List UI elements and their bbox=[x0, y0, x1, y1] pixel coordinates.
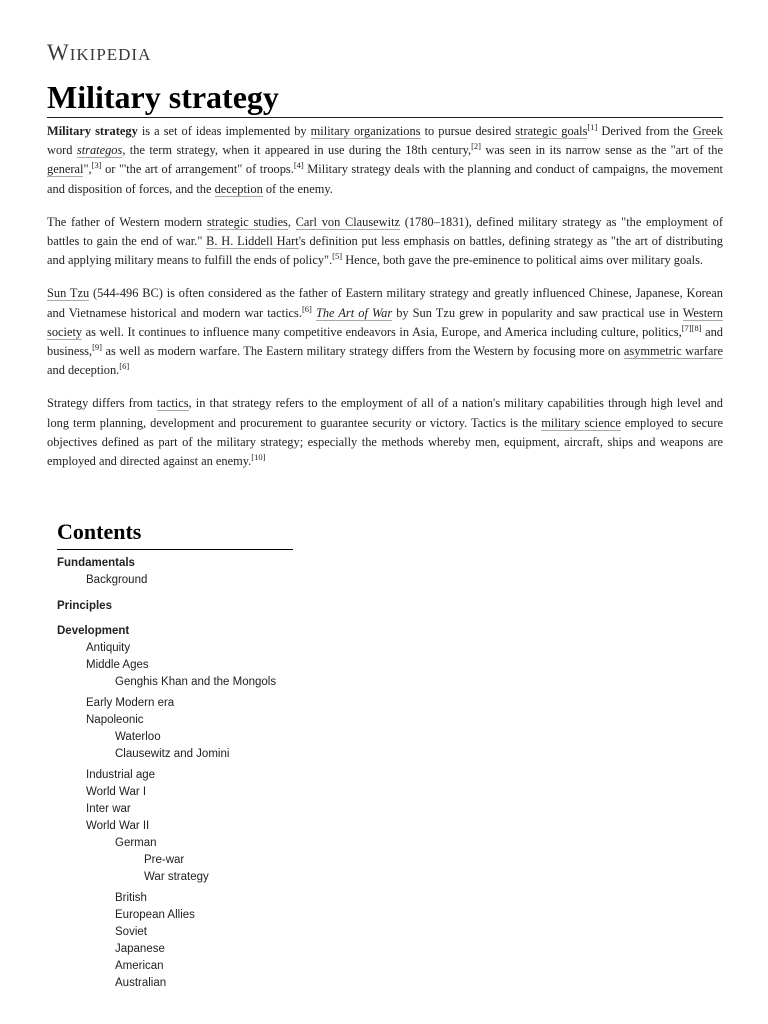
link-general[interactable]: general bbox=[47, 162, 84, 177]
text: (1780–1831), defined military strategy as "the employment of battles to gain the end of war." bbox=[47, 214, 723, 249]
text: Military strategy deals with the planning and conduct of campaigns, the movement and disposition of forces, and the bbox=[47, 162, 723, 196]
link-strategic-goals[interactable]: strategic goals bbox=[515, 124, 588, 138]
link-western-society[interactable]: Western society bbox=[47, 305, 723, 339]
text: was seen in its narrow sense as the "art of the bbox=[481, 143, 723, 158]
toc-link[interactable]: Japanese bbox=[115, 943, 165, 955]
citation-8[interactable]: [8] bbox=[691, 322, 702, 333]
toc-item-industrial-age bbox=[57, 767, 293, 784]
link-clausewitz[interactable]: Carl von Clausewitz bbox=[295, 214, 401, 229]
text: or "'the art of arrangement" of troops. bbox=[101, 162, 294, 177]
toc-link[interactable]: American bbox=[115, 960, 164, 972]
text: Hence, both gave the pre-eminence to political aims over military goals. bbox=[342, 253, 704, 268]
toc-link[interactable]: War strategy bbox=[144, 871, 209, 883]
toc-link[interactable]: Clausewitz and Jomini bbox=[115, 748, 230, 760]
toc-link[interactable]: Early Modern era bbox=[86, 697, 175, 709]
citation-3[interactable]: [3] bbox=[91, 160, 102, 171]
toc-item-background bbox=[57, 572, 293, 589]
text: , bbox=[287, 214, 296, 229]
link-strategos[interactable]: strategos bbox=[76, 143, 123, 158]
citation-5[interactable]: [5] bbox=[332, 251, 343, 262]
link-military-organizations[interactable]: military organizations bbox=[310, 124, 421, 138]
toc-item-inter-war bbox=[57, 801, 293, 818]
toc-item-early-modern bbox=[57, 695, 293, 712]
text: as well. It continues to influence many competitive endeavors in Asia, Europe, and America including culture, politics, bbox=[82, 324, 682, 339]
toc-link[interactable]: Soviet bbox=[115, 926, 147, 938]
paragraph-eastern bbox=[47, 284, 723, 380]
toc-link[interactable]: Pre-war bbox=[144, 854, 185, 866]
toc-item-war-strategy bbox=[115, 869, 293, 886]
text: , in that strategy refers to the employment of all of a nation's military capabilities through high level and long term planning, development and procurement to guarantee security or victory. Tactics is the bbox=[47, 396, 723, 430]
toc-link[interactable]: World War II bbox=[86, 820, 150, 832]
link-asymmetric-warfare[interactable]: asymmetric warfare bbox=[623, 344, 723, 359]
logo-rest: IKIPEDIA bbox=[69, 45, 152, 64]
toc-item-antiquity bbox=[57, 640, 293, 657]
citation-7[interactable]: [7] bbox=[681, 322, 692, 333]
citation-2[interactable]: [2] bbox=[471, 141, 482, 152]
toc-item-development bbox=[57, 623, 293, 992]
toc-link[interactable]: Development bbox=[57, 625, 130, 637]
text: as well as modern warfare. The Eastern military strategy differs from the Western by focusing more on bbox=[102, 344, 624, 359]
toc-item-pre-war bbox=[115, 852, 293, 869]
text: The father of Western modern bbox=[47, 214, 207, 229]
link-tactics[interactable]: tactics bbox=[156, 396, 189, 411]
link-art-of-war[interactable]: The Art of War bbox=[315, 305, 393, 320]
toc-link[interactable]: Antiquity bbox=[86, 642, 131, 654]
toc-link[interactable]: German bbox=[115, 837, 157, 849]
title-divider bbox=[47, 117, 723, 118]
toc-item-clausewitz-jomini bbox=[86, 746, 293, 763]
text: and business, bbox=[47, 324, 723, 359]
link-strategic-studies[interactable]: strategic studies bbox=[206, 214, 288, 229]
toc-item-genghis-khan bbox=[86, 674, 293, 691]
text: word bbox=[47, 143, 77, 158]
toc-item-british bbox=[86, 890, 293, 907]
toc-title: Contents bbox=[57, 518, 293, 550]
toc-link[interactable]: Waterloo bbox=[115, 731, 161, 743]
paragraph-western bbox=[47, 213, 723, 271]
toc-list bbox=[57, 555, 293, 992]
toc-link[interactable]: Inter war bbox=[86, 803, 131, 815]
citation-9[interactable]: [9] bbox=[92, 341, 103, 352]
text: , the term strategy, when it appeared in use during the 18th century, bbox=[122, 143, 472, 158]
text: to pursue desired bbox=[420, 124, 516, 138]
link-deception[interactable]: deception bbox=[214, 181, 263, 196]
toc-item-european-allies bbox=[86, 907, 293, 924]
toc-link[interactable]: European Allies bbox=[115, 909, 195, 921]
paragraph-tactics bbox=[47, 394, 723, 471]
citation-6[interactable]: [6] bbox=[301, 303, 312, 314]
text: by Sun Tzu grew in popularity and saw practical use in bbox=[392, 305, 683, 320]
toc-link[interactable]: Background bbox=[86, 574, 148, 586]
citation-6b[interactable]: [6] bbox=[119, 361, 130, 372]
toc-link[interactable]: Australian bbox=[115, 977, 167, 989]
text: employed to secure objectives defined as part of the military strategy; especially the methods whereby men, equipment, aircraft, ships and weapons are employed and directed against an enemy. bbox=[47, 415, 723, 469]
toc-item-german bbox=[86, 835, 293, 886]
text: ", bbox=[83, 162, 92, 177]
link-sun-tzu[interactable]: Sun Tzu bbox=[47, 286, 90, 301]
citation-1[interactable]: [1] bbox=[587, 121, 598, 132]
toc-item-world-war-1 bbox=[57, 784, 293, 801]
toc-item-napoleonic bbox=[57, 712, 293, 763]
text: Strategy differs from bbox=[47, 396, 157, 411]
toc-item-american bbox=[86, 958, 293, 975]
link-greek[interactable]: Greek bbox=[692, 124, 724, 138]
toc-item-japanese bbox=[86, 941, 293, 958]
toc-item-world-war-2 bbox=[57, 818, 293, 992]
toc-link[interactable]: Fundamentals bbox=[57, 557, 135, 569]
text: Derived from the bbox=[597, 124, 693, 138]
toc-link[interactable]: Middle Ages bbox=[86, 659, 149, 671]
text: and deception. bbox=[47, 363, 120, 378]
logo-initial: W bbox=[47, 40, 70, 65]
toc-item-soviet bbox=[86, 924, 293, 941]
text: of the enemy. bbox=[262, 181, 333, 196]
text: 's definition put less emphasis on battles, defining strategy as "the art of distributing and applying military means to fulfill the ends of policy". bbox=[47, 234, 723, 268]
toc-link[interactable]: British bbox=[115, 892, 147, 904]
text: (544-496 BC) is often considered as the father of Eastern military strategy and greatly influenced Chinese, Japanese, Korean and Vietnamese historical and modern war tactics. bbox=[47, 286, 724, 320]
wikipedia-logo[interactable] bbox=[47, 40, 151, 66]
text: is a set of ideas implemented by bbox=[137, 124, 311, 138]
citation-4[interactable]: [4] bbox=[293, 160, 304, 171]
bold-term: Military strategy bbox=[47, 124, 138, 138]
toc-item-waterloo bbox=[86, 729, 293, 746]
toc-link[interactable]: Principles bbox=[57, 600, 112, 612]
citation-10[interactable]: [10] bbox=[251, 451, 266, 462]
paragraph-intro bbox=[47, 122, 723, 199]
toc-link[interactable]: Industrial age bbox=[86, 769, 156, 781]
article-body bbox=[47, 122, 723, 485]
link-military-science[interactable]: military science bbox=[541, 415, 621, 430]
table-of-contents bbox=[57, 518, 293, 992]
link-liddell-hart[interactable]: B. H. Liddell Hart bbox=[206, 234, 299, 249]
toc-link[interactable]: World War I bbox=[86, 786, 147, 798]
toc-link[interactable]: Genghis Khan and the Mongols bbox=[115, 676, 277, 688]
toc-link[interactable]: Napoleonic bbox=[86, 714, 144, 726]
toc-item-principles bbox=[57, 598, 293, 615]
page-title: Military strategy bbox=[47, 79, 279, 115]
toc-item-middle-ages bbox=[57, 657, 293, 691]
toc-item-fundamentals bbox=[57, 555, 293, 589]
toc-item-australian bbox=[86, 975, 293, 992]
